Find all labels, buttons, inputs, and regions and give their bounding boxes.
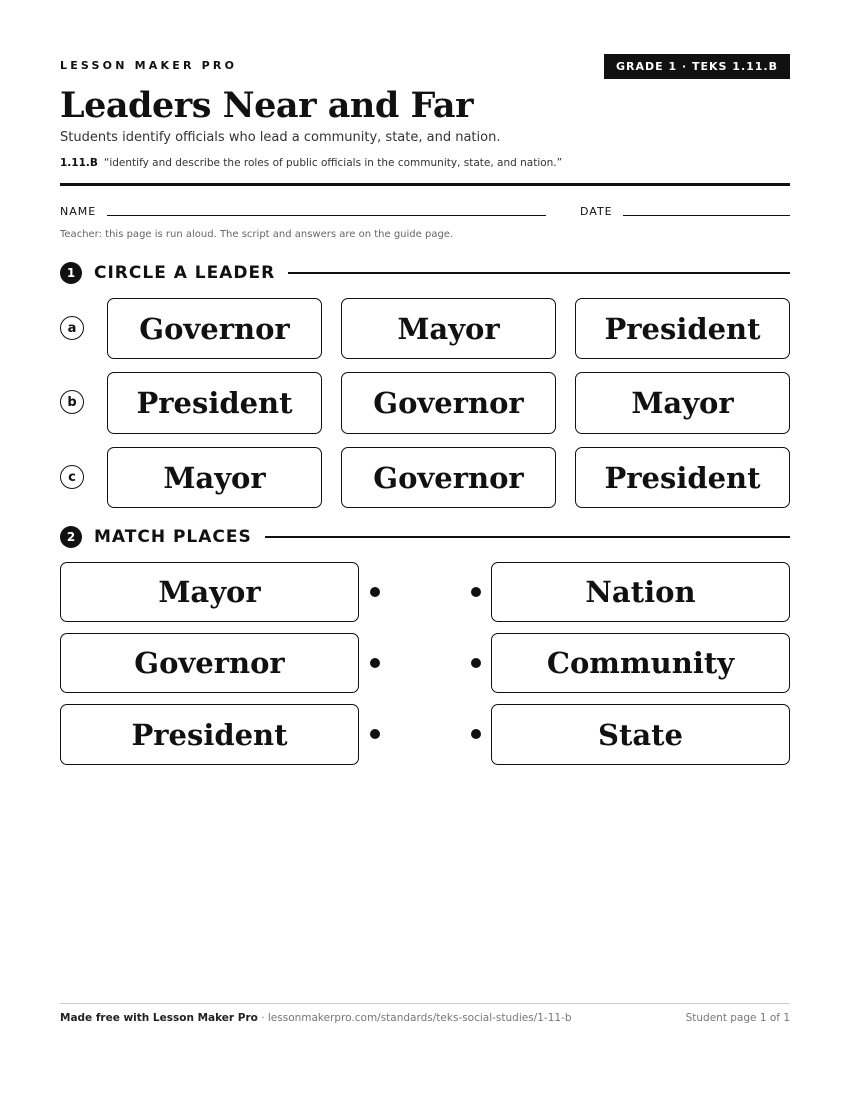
footer-made-with: Made free with Lesson Maker Pro: [60, 1012, 258, 1024]
choice-card[interactable]: President: [575, 298, 790, 359]
choice-card[interactable]: Governor: [341, 372, 556, 434]
choice-card[interactable]: President: [575, 447, 790, 508]
date-field[interactable]: [623, 215, 790, 216]
teacher-note: Teacher: this page is run aloud. The script and answers are on the guide page.: [60, 229, 454, 240]
section-match-places: [60, 525, 790, 549]
match-right-dot[interactable]: [471, 729, 481, 739]
match-left-dot[interactable]: [370, 658, 380, 668]
choice-card[interactable]: President: [107, 372, 322, 434]
date-label: DATE: [580, 205, 613, 218]
match-right-card[interactable]: State: [491, 704, 790, 765]
choice-card[interactable]: Governor: [107, 298, 322, 359]
match-left-dot[interactable]: [370, 587, 380, 597]
match-left-card[interactable]: Mayor: [60, 562, 359, 622]
page-title: Leaders Near and Far: [60, 85, 474, 126]
choice-card[interactable]: Governor: [341, 447, 556, 508]
match-left-card[interactable]: President: [60, 704, 359, 765]
section-title: MATCH PLACES: [94, 527, 252, 547]
footer-divider: [60, 1003, 790, 1004]
worksheet-page: [60, 0, 790, 1100]
match-right-card[interactable]: Community: [491, 633, 790, 693]
choice-card[interactable]: Mayor: [575, 372, 790, 434]
match-right-dot[interactable]: [471, 658, 481, 668]
page-subtitle: Students identify officials who lead a community, state, and nation.: [60, 130, 501, 145]
match-right-dot[interactable]: [471, 587, 481, 597]
section-rule: [288, 272, 790, 274]
section-rule: [265, 536, 790, 538]
choice-card[interactable]: Mayor: [107, 447, 322, 508]
footer-url[interactable]: · lessonmakerpro.com/standards/teks-social-studies/1-11-b: [257, 1012, 572, 1024]
grade-badge: GRADE 1 · TEKS 1.11.B: [604, 54, 790, 79]
standard-line: [60, 157, 562, 169]
footer-page-number: Student page 1 of 1: [685, 1012, 790, 1024]
row-letter-b: b: [60, 390, 84, 414]
row-letter-c: c: [60, 465, 84, 489]
section-number-badge: 2: [60, 526, 82, 548]
row-letter-a: a: [60, 316, 84, 340]
name-field[interactable]: [107, 215, 546, 216]
brand-name: LESSON MAKER PRO: [60, 59, 238, 72]
match-left-card[interactable]: Governor: [60, 633, 359, 693]
name-label: NAME: [60, 205, 97, 218]
header-divider: [60, 183, 790, 186]
choice-card[interactable]: Mayor: [341, 298, 556, 359]
standard-text: “identify and describe the roles of public officials in the community, state, and nation.”: [103, 157, 563, 169]
standard-code: 1.11.B: [60, 157, 98, 169]
match-right-card[interactable]: Nation: [491, 562, 790, 622]
match-left-dot[interactable]: [370, 729, 380, 739]
section-title: CIRCLE A LEADER: [94, 263, 276, 283]
section-circle-a-leader: [60, 261, 790, 285]
section-number-badge: 1: [60, 262, 82, 284]
footer-credit: [60, 1012, 572, 1024]
